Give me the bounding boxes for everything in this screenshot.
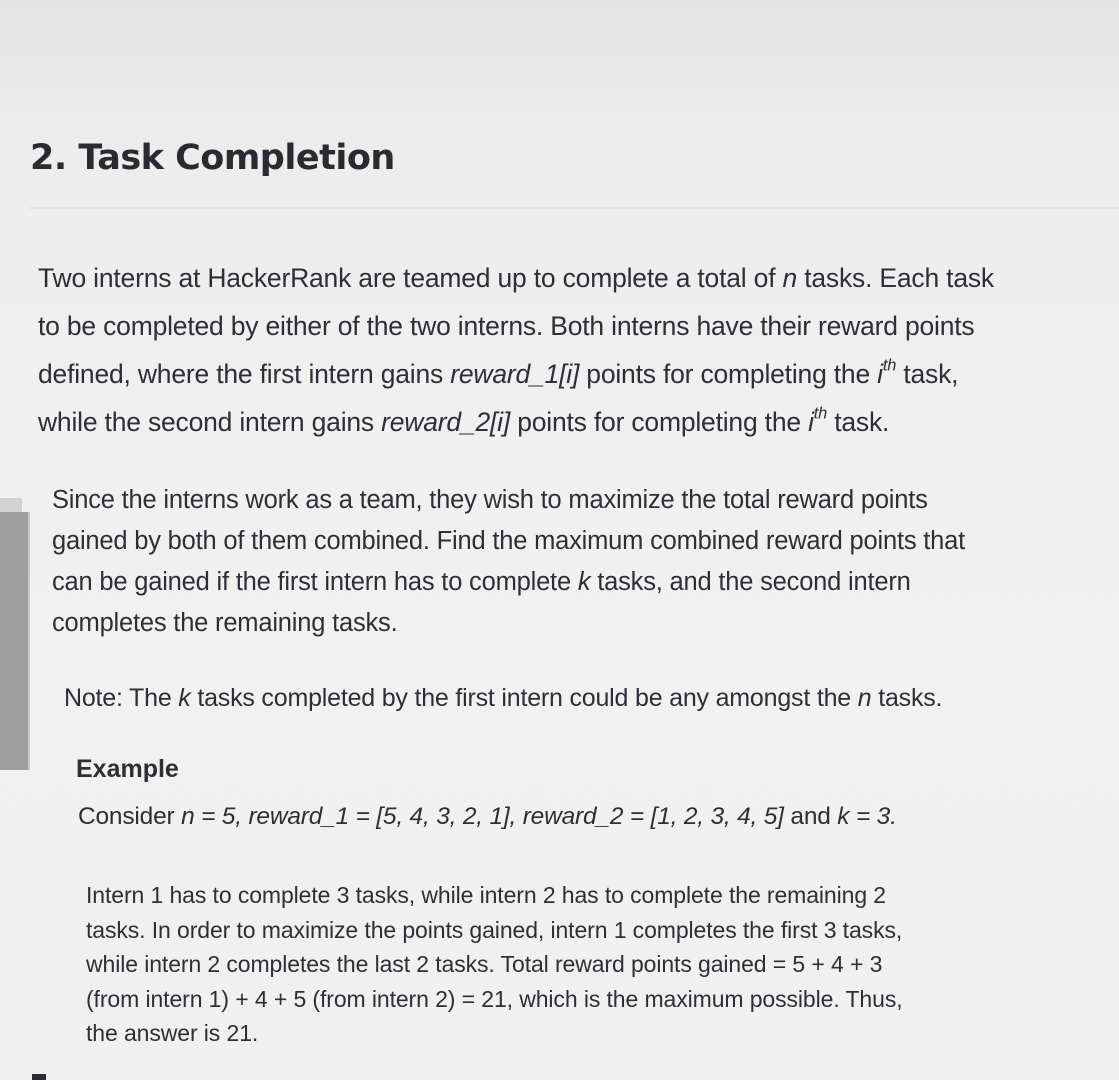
example-heading: Example	[76, 755, 179, 783]
consider-line: Consider n = 5, reward_1 = [5, 4, 3, 2, 1], reward_2 = [1, 2, 3, 4, 5] and k = 3.	[78, 803, 897, 830]
intro-line-1: Two interns at HackerRank are teamed up to complete a total of n tasks. Each task	[38, 263, 994, 293]
var-n: n	[857, 684, 872, 712]
var-k: k	[178, 684, 191, 712]
top-shade	[0, 0, 1119, 110]
goal-line-1: Since the interns work as a team, they wish to maximize the total reward points	[52, 486, 928, 514]
var-i: i	[877, 359, 883, 389]
var-n: n	[782, 263, 798, 293]
var-i: i	[808, 407, 814, 437]
bottom-edge-mark	[32, 1074, 46, 1080]
title-divider	[30, 207, 1119, 209]
goal-line-2: gained by both of them combined. Find the maximum combined reward points that	[52, 527, 966, 555]
explanation-line-1: Intern 1 has to complete 3 tasks, while intern 2 has to complete the remaining 2	[86, 882, 886, 908]
page-title: 2. Task Completion	[30, 138, 395, 178]
explanation-line-4: (from intern 1) + 4 + 5 (from intern 2) = 21, which is the maximum possible. Thus,	[86, 985, 903, 1012]
note-line: Note: The k tasks completed by the first intern could be any amongst the n tasks.	[64, 684, 943, 712]
example-explanation	[86, 878, 903, 1051]
var-reward-2: reward_2[i]	[381, 407, 511, 437]
superscript-th: th	[882, 356, 897, 375]
intro-line-4: while the second intern gains reward_2[i] points for completing the $i^{th}$ task.	[38, 404, 890, 437]
example-k: k = 3.	[837, 803, 897, 830]
var-k: k	[577, 568, 591, 596]
superscript-th: th	[813, 404, 828, 423]
scrollbar-thumb[interactable]	[0, 512, 30, 770]
note-paragraph	[64, 678, 942, 718]
intro-line-2: to be completed by either of the two interns. Both interns have their reward points	[38, 311, 975, 341]
explanation-line-2: tasks. In order to maximize the points gained, intern 1 completes the first 3 tasks,	[86, 916, 903, 943]
var-reward-1: reward_1[i]	[450, 359, 580, 389]
example-formula: n = 5, reward_1 = [5, 4, 3, 2, 1], reward_2 = [1, 2, 3, 4, 5]	[181, 803, 784, 830]
example-consider	[78, 797, 897, 837]
intro-paragraph	[38, 254, 1119, 446]
explanation-line-3: while intern 2 completes the last 2 tasks. Total reward points gained = 5 + 4 + 3	[86, 951, 883, 977]
intro-line-3: defined, where the first intern gains reward_1[i] points for completing the $i^{th}$ task,	[38, 356, 959, 389]
goal-paragraph	[52, 480, 965, 644]
explanation-line-5: the answer is 21.	[86, 1020, 259, 1046]
goal-line-3: can be gained if the first intern has to complete k tasks, and the second intern	[52, 568, 911, 596]
goal-line-4: completes the remaining tasks.	[52, 609, 398, 637]
